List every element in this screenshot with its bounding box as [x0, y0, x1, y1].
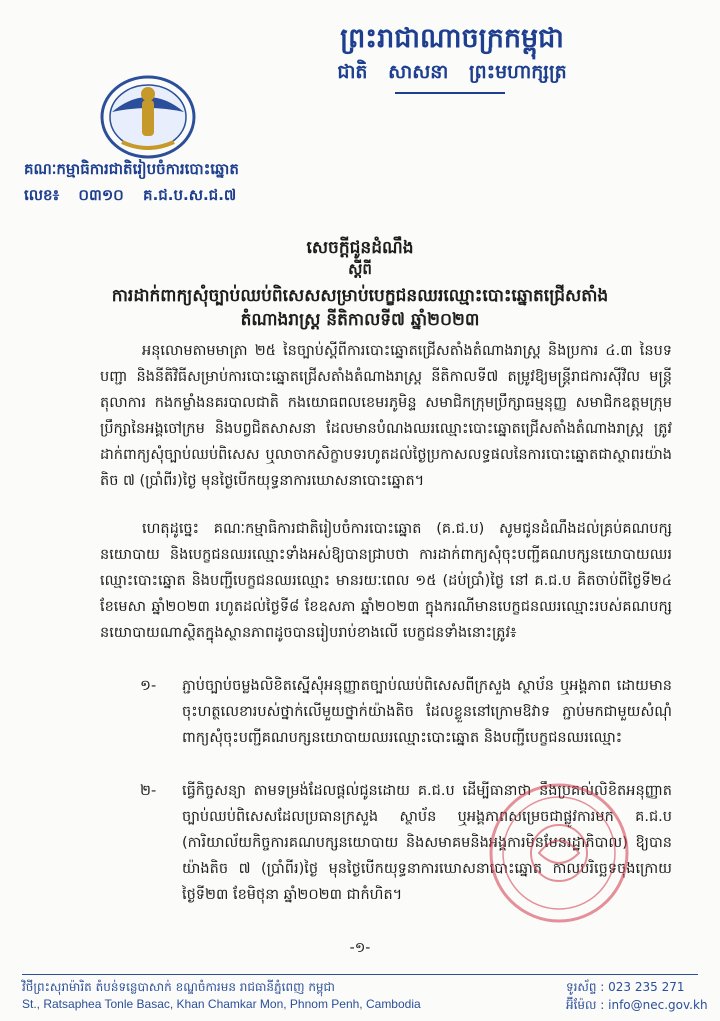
footer-email: អ៊ីម៉ែល : info@nec.gov.kh	[566, 998, 708, 1012]
list-item-text: ធ្វើកិច្ចសន្យា តាមទម្រង់ដែលផ្តល់ជូនដោយ គ.ជ.ប ដើម្បីធានាថា នឹងប្រគល់លិខិតអនុញ្ញាតច្បាប់ឈប់ពិសេសដែលប្រធានក្រសួង ស្ថាប័ន ឬអង្គភាពសម្រេចជាផ្លូវការមក គ.ជ.ប (ការិយាល័យកិច្ចការគណបក្សនយោបាយ និងសមាគមនិងអង្គការមិនមែនរដ្ឋាភិបាល) ឱ្យបានយ៉ាងតិច ៧ (ប្រាំពីរ)ថ្ងៃ មុនថ្ងៃបើកយុទ្ធនាការឃោសនាបោះឆ្នោត កាលបរិច្ឆេទចុងក្រោយ ថ្ងៃទី២៣ ខែមិថុនា ឆ្នាំ២០២៣ ជាកំហិត។	[182, 783, 672, 903]
notice-about: ស្តីពី	[348, 260, 372, 278]
reference-label: លេខ៖	[24, 186, 60, 204]
list-item	[100, 673, 672, 751]
body-paragraph-2: ហេតុដូច្នេះ គណៈកម្មាធិការជាតិរៀបចំការបោះឆ្នោត (គ.ជ.ប) សូមជូនដំណឹងដល់គ្រប់គណបក្សនយោបាយ និងបេក្ខជនឈរឈ្មោះទាំងអស់ឱ្យបានជ្រាបថា ការដាក់ពាក្យសុំចុះបញ្ជីគណបក្សនយោបាយឈរឈ្មោះបោះឆ្នោត និងបញ្ជីបេក្ខជនឈរឈ្មោះ មានរយៈពេល ១៥ (ដប់ប្រាំ)ថ្ងៃ នៅ គ.ជ.ប គិតចាប់ពីថ្ងៃទី២៤ ខែមេសា ឆ្នាំ២០២៣ រហូតដល់ថ្ងៃទី៨ ខែឧសភា ឆ្នាំ២០២៣ ក្នុងករណីមានបេក្ខជនឈរឈ្មោះរបស់គណបក្សនយោបាយណាស្ថិតក្នុងស្ថានភាពដូចបានរៀបរាប់ខាងលើ បេក្ខជនទាំងនោះត្រូវ៖	[100, 521, 672, 641]
list-item-number: ២-	[140, 783, 157, 799]
footer-divider	[22, 974, 698, 975]
footer-address-english: St., Ratsaphea Tonle Basac, Khan Chamkar Mon, Phnom Penh, Cambodia	[22, 997, 421, 1011]
page-number: -១-	[349, 940, 371, 956]
list-item-number: ១-	[140, 678, 157, 694]
notice-subject-cont: តំណាងរាស្ត្រ នីតិកាលទី៧ ឆ្នាំ២០២៣	[240, 310, 480, 330]
nec-emblem-logo	[92, 62, 204, 162]
notice-title: សេចក្តីជូនដំណឹង	[306, 238, 414, 258]
reference-number: ០៣១០	[78, 186, 124, 204]
body-paragraph-1: អនុលោមតាមមាត្រា ២៥ នៃច្បាប់ស្តីពីការបោះឆ្នោតជ្រើសតាំងតំណាងរាស្ត្រ និងប្រការ ៤.៣ នៃបទបញ្ជា និងនីតិវិធីសម្រាប់ការបោះឆ្នោតជ្រើសតាំងតំណាងរាស្ត្រ នីតិកាលទី៧ តម្រូវឱ្យមន្ត្រីរាជការស៊ីវិល មន្ត្រីតុលាការ កងកម្លាំងនគរបាលជាតិ កងយោធពលខេមរភូមិន្ទ សមាជិកក្រុមប្រឹក្សាធម្មនុញ្ញ សមាជិកឧត្តមក្រុមប្រឹក្សានៃអង្គចៅក្រម និងបព្វជិតសាសនា ដែលមានបំណងឈរឈ្មោះបោះឆ្នោតជ្រើសតាំងតំណាងរាស្ត្រ ត្រូវដាក់ពាក្យសុំច្បាប់ឈប់ពិសេស ឬលាចាកសិក្ខាបទរហូតដល់ថ្ងៃប្រកាសលទ្ធផលនៃការបោះឆ្នោតជាស្ថាពរយ៉ាងតិច ៧ (ប្រាំពីរ)ថ្ងៃ មុនថ្ងៃបើកយុទ្ធនាការឃោសនាបោះឆ្នោត។	[100, 343, 672, 489]
header-ornament	[395, 92, 505, 94]
footer-address-khmer: វិថីព្រះសុរាម៉ារិត តំបន់ទន្លេបាសាក់ ខណ្ឌចំការមន រាជធានីភ្នំពេញ កម្ពុជា	[22, 980, 335, 994]
notice-subject: ការដាក់ពាក្យសុំច្បាប់ឈប់ពិសេសសម្រាប់បេក្ខជនឈរឈ្មោះបោះឆ្នោតជ្រើសតាំង	[111, 286, 609, 306]
official-seal-stamp	[484, 778, 634, 928]
reference-code: គ.ជ.ប.ស.ជ.៧	[143, 186, 237, 204]
footer-telephone: ទូរស័ព្ទ : 023 235 271	[566, 980, 685, 994]
sender-organization: គណៈកម្មាធិការជាតិរៀបចំការបោះឆ្នោត	[24, 160, 239, 178]
list-item-text: ភ្ជាប់ច្បាប់ចម្លងលិខិតស្នើសុំអនុញ្ញាតច្បាប់ឈប់ពិសេសពីក្រសួង ស្ថាប័ន ឬអង្គភាព ដោយមានចុះហត្ថលេខារបស់ថ្នាក់លើមួយថ្នាក់យ៉ាងតិច ដែលខ្លួននៅក្រោមឱវាទ ភ្ជាប់មកជាមួយសំណុំពាក្យសុំចុះបញ្ជីគណបក្សនយោបាយឈរឈ្មោះបោះឆ្នោត និងបញ្ជីបេក្ខជនឈរឈ្មោះ	[182, 678, 672, 746]
kingdom-title: ព្រះរាជាណាចក្រកម្ពុជា	[340, 23, 564, 54]
reference-line	[24, 186, 250, 208]
national-motto: ជាតិ សាសនា ព្រះមហាក្សត្រ	[337, 61, 567, 83]
